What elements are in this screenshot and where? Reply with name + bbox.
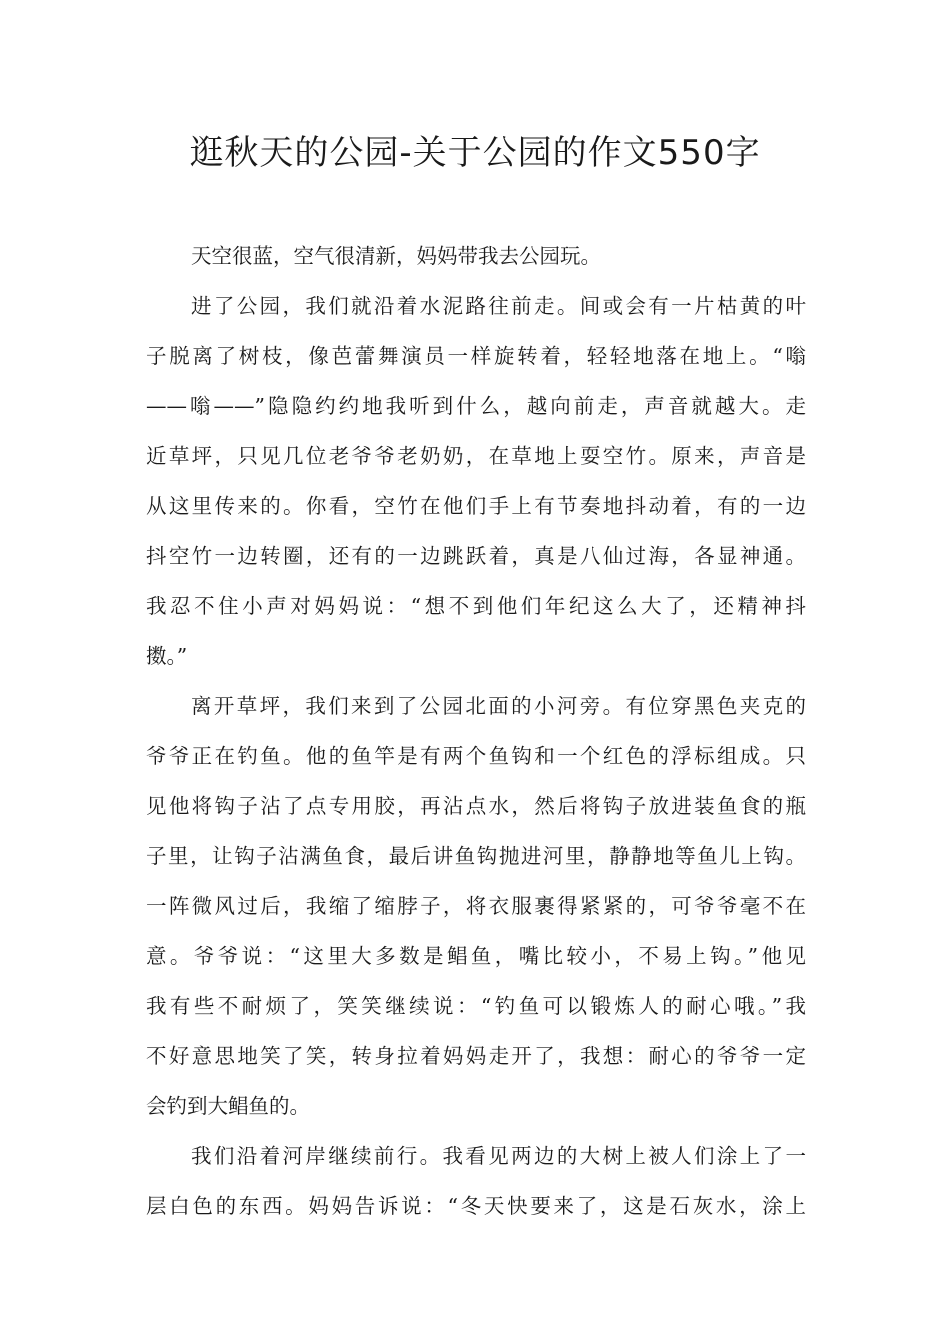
paragraph-line: ——嗡——”隐隐约约地我听到什么，越向前走，声音就越大。走 <box>146 394 806 418</box>
paragraph-line: 会钓到大鲳鱼的。 <box>146 1094 310 1118</box>
paragraph-line: 见他将钩子沾了点专用胶，再沾点水，然后将钩子放进装鱼食的瓶 <box>146 794 806 818</box>
paragraph-line: 我们沿着河岸继续前行。我看见两边的大树上被人们涂上了一 <box>191 1144 806 1168</box>
paragraph-line: 近草坪，只见几位老爷爷老奶奶，在草地上耍空竹。原来，声音是 <box>146 444 806 468</box>
paragraph-line: 一阵微风过后，我缩了缩脖子，将衣服裹得紧紧的，可爷爷毫不在 <box>146 894 806 918</box>
paragraph-line: 擞。” <box>146 644 188 668</box>
page-title: 逛秋天的公园-关于公园的作文550字 <box>189 133 761 173</box>
paragraph-line: 意。爷爷说：“这里大多数是鲳鱼，嘴比较小，不易上钩。”他见 <box>146 944 806 968</box>
paragraph-line: 天空很蓝，空气很清新，妈妈带我去公园玩。 <box>191 244 601 268</box>
paragraph-line: 离开草坪，我们来到了公园北面的小河旁。有位穿黑色夹克的 <box>191 694 806 718</box>
essay-body <box>146 231 806 1231</box>
paragraph-line: 不好意思地笑了笑，转身拉着妈妈走开了，我想：耐心的爷爷一定 <box>146 1044 806 1068</box>
paragraph-line: 层白色的东西。妈妈告诉说：“冬天快要来了，这是石灰水，涂上 <box>146 1194 806 1218</box>
paragraph-line: 进了公园，我们就沿着水泥路往前走。间或会有一片枯黄的叶 <box>191 294 806 318</box>
paragraph-line: 抖空竹一边转圈，还有的一边跳跃着，真是八仙过海，各显神通。 <box>146 544 806 568</box>
paragraph-line: 爷爷正在钓鱼。他的鱼竿是有两个鱼钩和一个红色的浮标组成。只 <box>146 744 806 768</box>
paragraph-line: 我有些不耐烦了，笑笑继续说：“钓鱼可以锻炼人的耐心哦。”我 <box>146 994 806 1018</box>
paragraph-line: 子里，让钩子沾满鱼食，最后讲鱼钩抛进河里，静静地等鱼儿上钩。 <box>146 844 806 868</box>
paragraph-line: 从这里传来的。你看，空竹在他们手上有节奏地抖动着，有的一边 <box>146 494 806 518</box>
paragraph-line: 子脱离了树枝，像芭蕾舞演员一样旋转着，轻轻地落在地上。“嗡 <box>146 344 806 368</box>
paragraph-line: 我忍不住小声对妈妈说：“想不到他们年纪这么大了，还精神抖 <box>146 594 806 618</box>
